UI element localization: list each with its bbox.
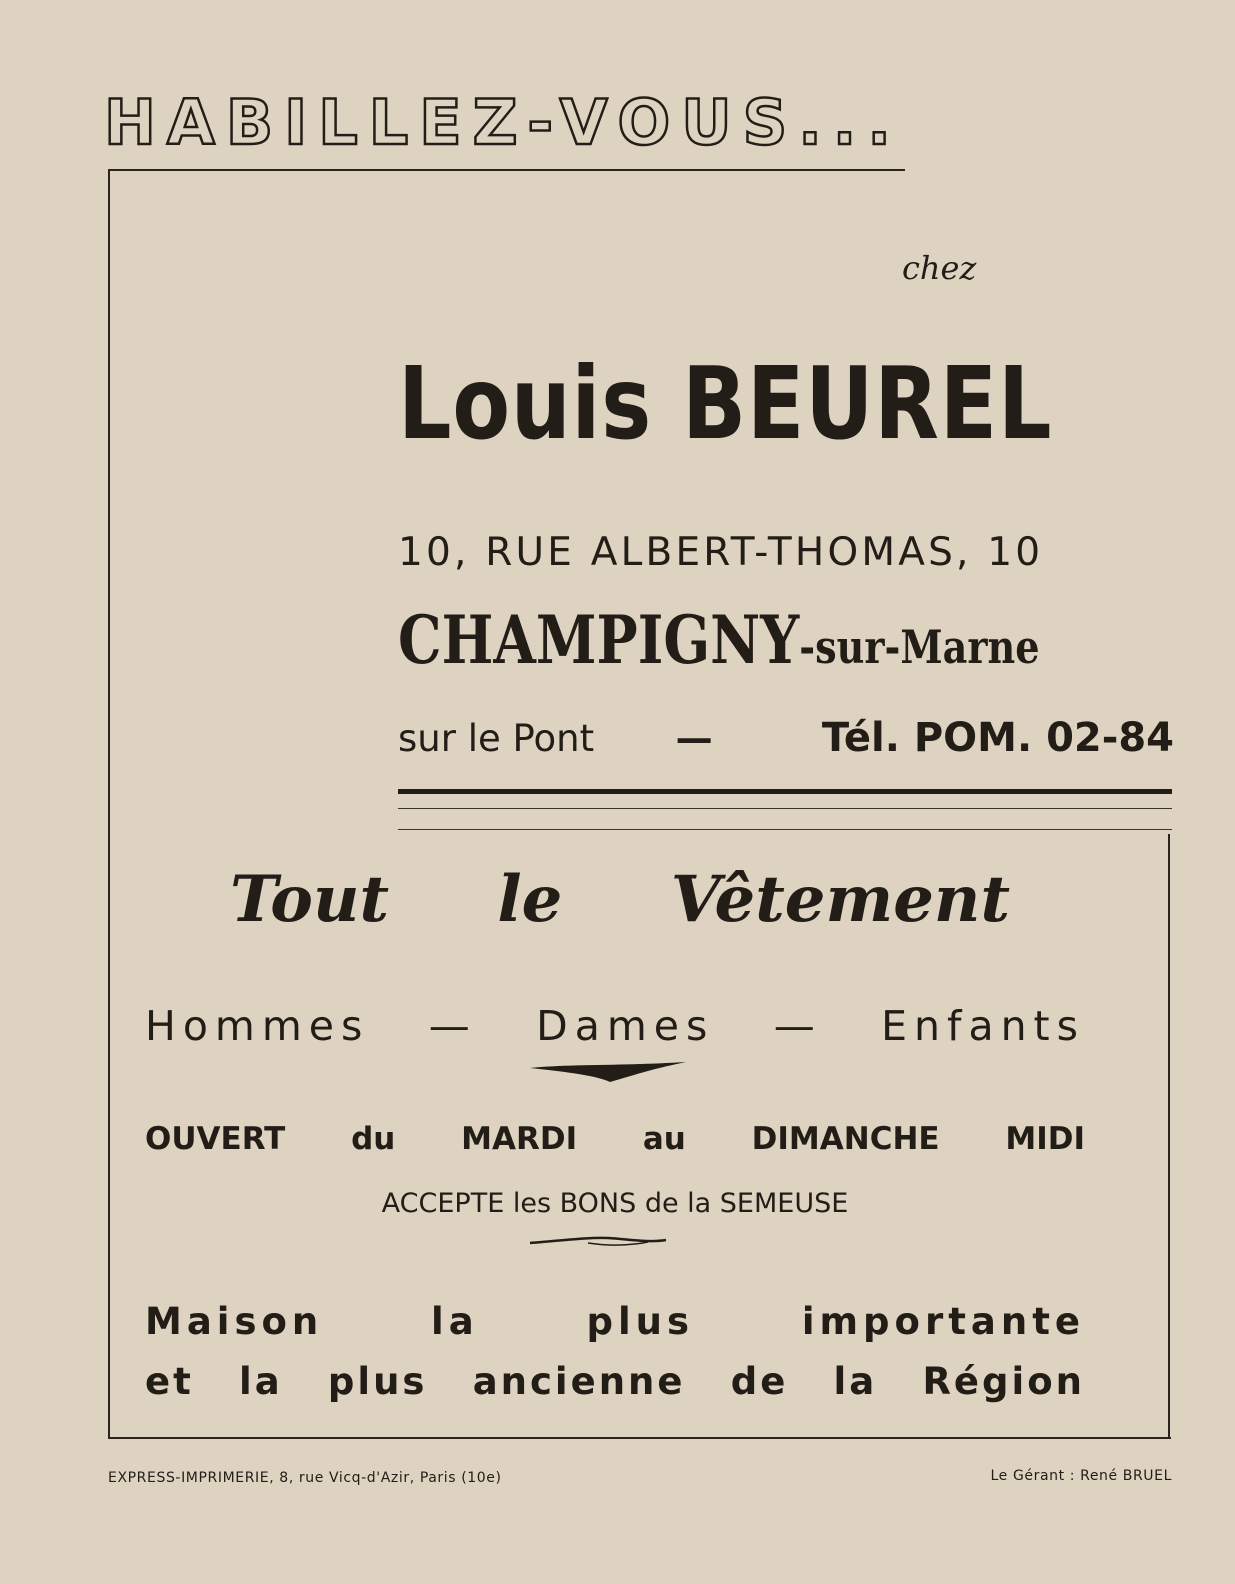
opening-word: MIDI [1005, 1121, 1085, 1157]
opening-word: au [642, 1121, 686, 1157]
manager-credit: Le Gérant : René BRUEL [990, 1468, 1172, 1484]
opening-word: OUVERT [145, 1121, 286, 1157]
claim-word: ancienne [472, 1360, 686, 1403]
claim-word: importante [801, 1300, 1085, 1343]
opening-word: du [351, 1121, 396, 1157]
claim-word: plus [586, 1300, 695, 1343]
city-name [398, 601, 1040, 679]
slogan [230, 862, 1010, 937]
category: Dames [536, 1002, 715, 1050]
opening-hours [145, 1121, 1085, 1157]
slogan-word: Vêtement [670, 862, 1010, 937]
slogan-word: Tout [230, 862, 390, 937]
frame-bottom-rule [108, 1437, 1171, 1439]
phone-number: Tél. POM. 02-84 [821, 715, 1174, 761]
headline: HABILLEZ-VOUS... [104, 86, 902, 159]
frame-left-rule [108, 169, 110, 1438]
frame-top-rule [108, 169, 905, 171]
ornament-flourish-icon [528, 1234, 668, 1250]
chez-label: chez [902, 249, 977, 287]
claim-word: la [833, 1360, 878, 1403]
frame-right-rule [1168, 834, 1170, 1438]
location-note [398, 717, 713, 760]
claim-word: de [730, 1360, 789, 1403]
divider-thin [398, 808, 1172, 809]
city-suffix: -sur-Marne [799, 620, 1040, 674]
categories-line [145, 1002, 1085, 1050]
divider-thin [398, 829, 1172, 830]
category-dash: — [773, 1002, 822, 1050]
voucher-note: ACCEPTE les BONS de la SEMEUSE [381, 1188, 849, 1219]
claim-word: Région [922, 1360, 1085, 1403]
category-dash: — [428, 1002, 477, 1050]
slogan-word: le [497, 862, 563, 937]
location-dash: — [675, 717, 713, 760]
ornament-swash-icon [528, 1060, 688, 1088]
opening-word: DIMANCHE [751, 1121, 940, 1157]
claim-line-2 [145, 1360, 1085, 1403]
claim-line-1 [145, 1300, 1085, 1343]
category: Hommes [145, 1002, 370, 1050]
opening-word: MARDI [461, 1121, 578, 1157]
claim-word: la [239, 1360, 283, 1403]
street-address: 10, RUE ALBERT-THOMAS, 10 [398, 530, 1044, 575]
shop-owner-name: Louis BEUREL [398, 345, 1053, 462]
location-text: sur le Pont [398, 717, 595, 760]
claim-word: Maison [145, 1300, 324, 1343]
claim-word: la [431, 1300, 479, 1343]
category: Enfants [881, 1002, 1085, 1050]
city-main: CHAMPIGNY [398, 601, 800, 679]
printer-credit: EXPRESS-IMPRIMERIE, 8, rue Vicq-d'Azir, Paris (10e) [108, 1470, 502, 1486]
divider-thick [398, 789, 1172, 794]
claim-word: et [145, 1360, 194, 1403]
claim-word: plus [327, 1360, 428, 1403]
